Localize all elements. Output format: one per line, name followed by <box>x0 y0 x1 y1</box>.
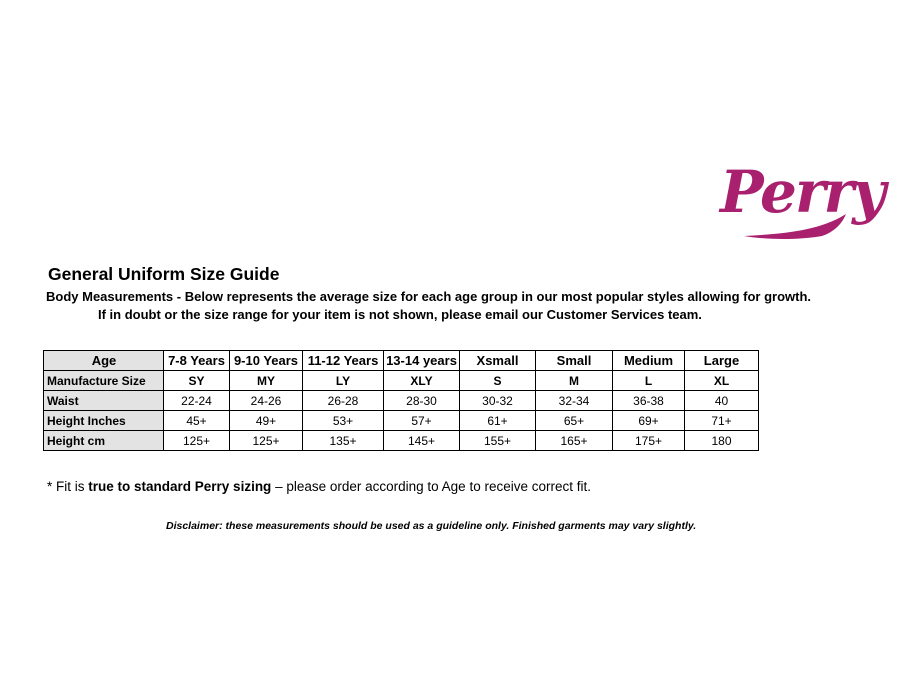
page-title: General Uniform Size Guide <box>48 264 280 284</box>
table-cell: SY <box>164 371 230 391</box>
table-column-header: Xsmall <box>460 351 536 371</box>
perry-logo-wordmark: Perry <box>720 158 884 226</box>
intro-line-1: Body Measurements - Below represents the average size for each age group in our most popular styles allowing for growth. <box>46 289 812 304</box>
size-table <box>43 350 759 451</box>
table-cell: 32-34 <box>536 391 613 411</box>
table-cell: 57+ <box>384 411 460 431</box>
table-cell: XLY <box>384 371 460 391</box>
table-column-header: 11-12 Years <box>303 351 384 371</box>
table-cell: 125+ <box>230 431 303 451</box>
table-column-header: 13-14 years <box>384 351 460 371</box>
table-cell: MY <box>230 371 303 391</box>
table-header-row <box>44 351 759 371</box>
table-cell: 40 <box>685 391 759 411</box>
table-column-header: 9-10 Years <box>230 351 303 371</box>
table-cell: 71+ <box>685 411 759 431</box>
table-cell: 49+ <box>230 411 303 431</box>
table-cell: 24-26 <box>230 391 303 411</box>
table-cell: 180 <box>685 431 759 451</box>
table-row <box>44 411 759 431</box>
table-cell: 165+ <box>536 431 613 451</box>
intro-line-2: If in doubt or the size range for your item is not shown, please email our Customer Services team. <box>98 307 702 322</box>
table-cell: 45+ <box>164 411 230 431</box>
disclaimer: Disclaimer: these measurements should be used as a guideline only. Finished garments may vary slightly. <box>166 520 697 532</box>
table-cell: 155+ <box>460 431 536 451</box>
table-cell: L <box>613 371 685 391</box>
table-row <box>44 371 759 391</box>
perry-logo <box>718 150 884 244</box>
table-cell: 69+ <box>613 411 685 431</box>
table-cell: M <box>536 371 613 391</box>
table-cell: 53+ <box>303 411 384 431</box>
table-column-header: Large <box>685 351 759 371</box>
table-cell: 22-24 <box>164 391 230 411</box>
table-cell: 125+ <box>164 431 230 451</box>
table-cell: S <box>460 371 536 391</box>
table-column-header: 7-8 Years <box>164 351 230 371</box>
table-row <box>44 391 759 411</box>
table-cell: 145+ <box>384 431 460 451</box>
table-cell: 28-30 <box>384 391 460 411</box>
table-row-label: Waist <box>44 391 164 411</box>
table-cell: LY <box>303 371 384 391</box>
table-cell: 36-38 <box>613 391 685 411</box>
fit-note-prefix: * Fit is <box>47 479 89 494</box>
table-cell: 65+ <box>536 411 613 431</box>
fit-note <box>47 479 591 494</box>
table-cell: 135+ <box>303 431 384 451</box>
table-cell: 30-32 <box>460 391 536 411</box>
table-row-label: Manufacture Size <box>44 371 164 391</box>
table-cell: XL <box>685 371 759 391</box>
fit-note-bold: true to standard Perry sizing <box>88 479 272 494</box>
table-cell: 26-28 <box>303 391 384 411</box>
table-row-label: Height cm <box>44 431 164 451</box>
table-cell: 175+ <box>613 431 685 451</box>
table-row-label: Height Inches <box>44 411 164 431</box>
table-row <box>44 431 759 451</box>
table-header-age: Age <box>44 351 164 371</box>
table-column-header: Small <box>536 351 613 371</box>
table-column-header: Medium <box>613 351 685 371</box>
fit-note-suffix: – please order according to Age to receive correct fit. <box>271 479 591 494</box>
table-cell: 61+ <box>460 411 536 431</box>
